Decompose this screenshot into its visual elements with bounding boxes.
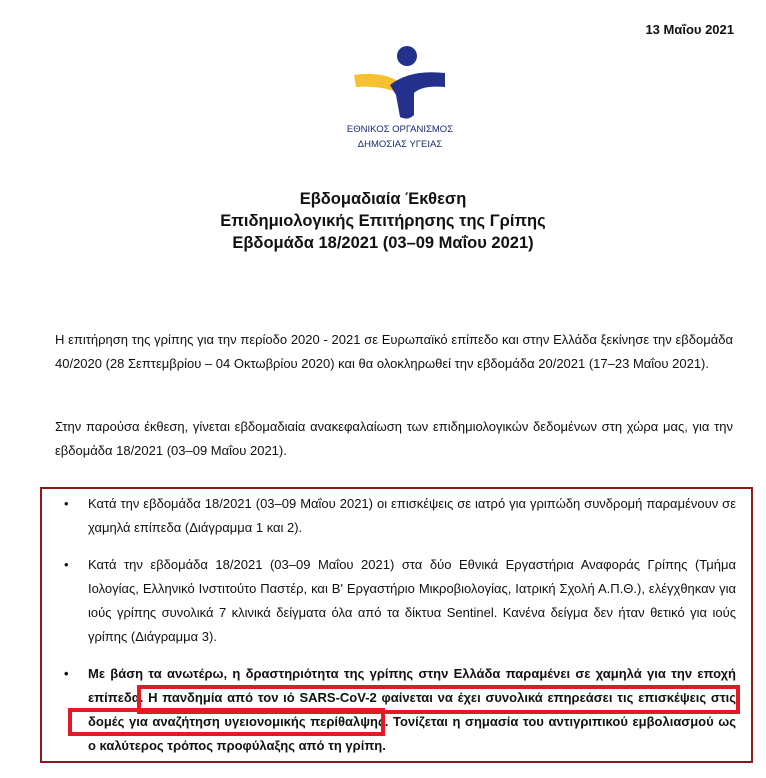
bullet-lab-samples: • Κατά την εβδομάδα 18/2021 (03–09 Μαΐου 2021) στα δύο Εθνικά Εργαστήρια Αναφοράς Γρίπης (Τμήμα Ιολογίας, Ελληνικό Ινστιτούτο Παστέρ, και Β' Εργαστήριο Μικροβιολογίας, Ιατρική Σχολή Α.Π.Θ.), ελέγχθηκαν για ιούς γρίπης συνολικά 7 κλινικά δείγματα όλα από τα δίκτυα Sentinel. Κανένα δείγμα δεν ήταν θετικό για ιούς γρίπης (Διάγραμμα 3). [62,553,736,649]
highlight-box-2 [68,708,385,736]
eody-logo [340,45,460,151]
report-date: 13 Μαΐου 2021 [645,22,734,37]
logo-icon [350,45,450,121]
title-line1: Εβδομαδιαία Έκθεση [299,190,467,208]
intro-paragraph: Η επιτήρηση της γρίπης για την περίοδο 2020 - 2021 σε Ευρωπαϊκό επίπεδο και στην Ελλάδα ξεκίνησε την εβδομάδα 40/2020 (28 Σεπτεμβρίου – 04 Οκτωβρίου 2020) και θα ολοκληρωθεί την εβδομάδα 20/2021 (17–23 Μαΐου 2021). [55,332,733,371]
report-title [0,188,766,254]
bullet-conclusion: • Με βάση τα ανωτέρω, η δραστηριότητα της γρίπης στην Ελλάδα παραμένει σε χαμηλά για την εποχή επίπεδα. Η πανδημία από τον ιό SARS-CoV-2 φαίνεται να έχει συνολικά επηρεάσει τις επισκέψεις στις δομές για αναζήτηση υγειονομικής περίθαλψης. Τονίζεται η σημασία του αντιγριπικού εμβολιασμού ως ο καλύτερος τρόπος προφύλαξης από τη γρίπη. [62,662,736,758]
logo-text-line1: ΕΘΝΙΚΟΣ ΟΡΓΑΝΙΣΜΟΣ [346,124,454,135]
title-line3: Εβδομάδα 18/2021 (03–09 Μαΐου 2021) [232,234,534,252]
bullet-ili-visits: • Κατά την εβδομάδα 18/2021 (03–09 Μαΐου 2021) οι επισκέψεις σε ιατρό για γριπώδη συνδρομή παραμένουν σε χαμηλά επίπεδα (Διάγραμμα 1 και 2). [62,492,736,540]
summary-paragraph: Στην παρούσα έκθεση, γίνεται εβδομαδιαία ανακεφαλαίωση των επιδημιολογικών δεδομένων στη χώρα μας, για την εβδομάδα 18/2021 (03–09 Μαΐου 2021). [55,419,733,458]
title-line2: Επιδημιολογικής Επιτήρησης της Γρίπης [220,212,546,230]
logo-text-line2: ΔΗΜΟΣΙΑΣ ΥΓΕΙΑΣ [357,139,443,150]
